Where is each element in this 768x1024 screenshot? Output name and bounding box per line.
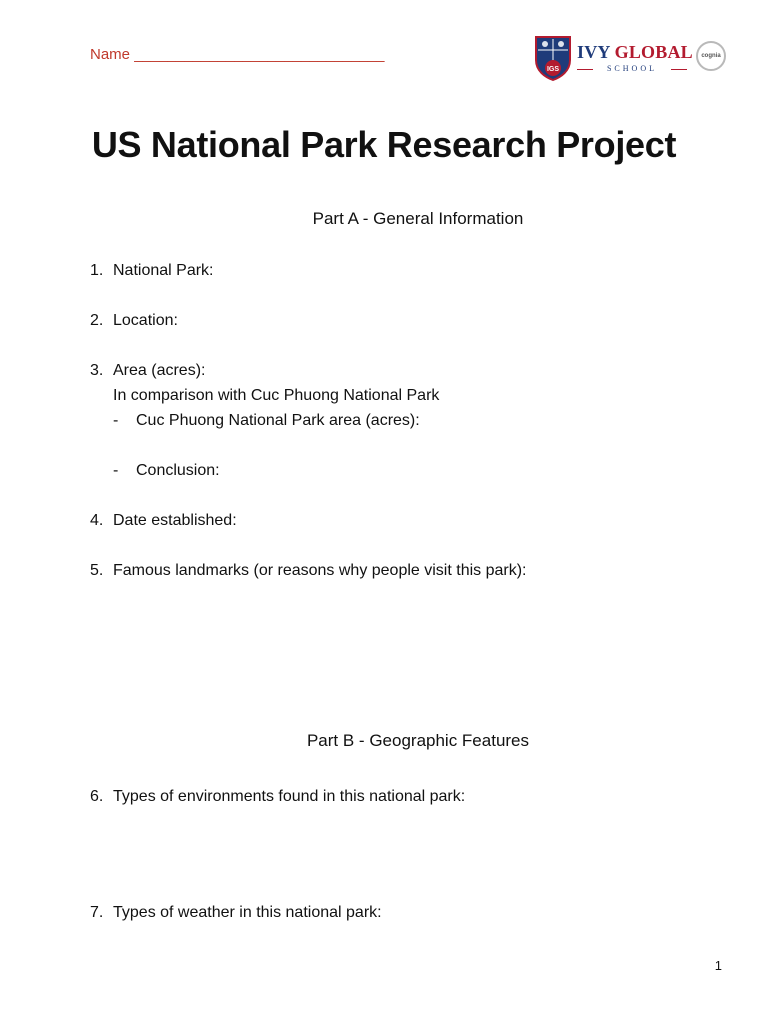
name-label: Name [90,46,131,63]
question-number: 1. [90,262,104,279]
comparison-bullet-conclusion [113,462,220,480]
question-text: Types of weather in this national park: [113,904,382,921]
question-number: 7. [90,904,104,921]
question-text: Date established: [113,512,237,529]
comparison-bullet-area [113,412,420,430]
part-a-heading: Part A - General Information [312,209,524,228]
logo-subtitle: SCHOOL [606,64,657,73]
logo-brand-second: GLOBAL [614,42,693,62]
question-5 [90,562,527,580]
logo-initials: IGS [546,66,560,73]
name-field [90,46,384,63]
page-title: US National Park Research Project [91,124,677,165]
page-number: 1 [714,958,722,973]
bullet-dash: - [113,412,119,429]
question-number: 4. [90,512,104,529]
name-blank: ______________________________ [134,46,385,63]
logo-brand-first: IVY [577,42,610,62]
question-4 [90,512,237,530]
bullet-dash: - [113,462,119,479]
question-number: 5. [90,562,104,579]
question-1 [90,262,214,280]
bullet-text: Conclusion: [136,462,220,479]
question-text: Area (acres): [113,362,206,379]
question-number: 6. [90,788,104,805]
question-text: Famous landmarks (or reasons why people visit this park): [113,562,527,579]
question-text: National Park: [113,262,214,279]
question-3 [90,362,205,380]
question-number: 2. [90,312,104,329]
question-6 [90,788,465,806]
comparison-intro: In comparison with Cuc Phuong National Park [113,387,440,404]
shield-icon [533,34,573,82]
cognia-badge: cognia [696,41,726,71]
question-text: Location: [113,312,178,329]
question-7 [90,904,382,922]
question-number: 3. [90,362,104,379]
school-logo [533,34,733,82]
logo-wordmark [577,42,693,63]
bullet-text: Cuc Phuong National Park area (acres): [136,412,420,429]
logo-rule-right [671,69,687,70]
part-b-heading: Part B - Geographic Features [306,731,530,750]
question-text: Types of environments found in this national park: [113,788,466,805]
question-2 [90,312,178,330]
